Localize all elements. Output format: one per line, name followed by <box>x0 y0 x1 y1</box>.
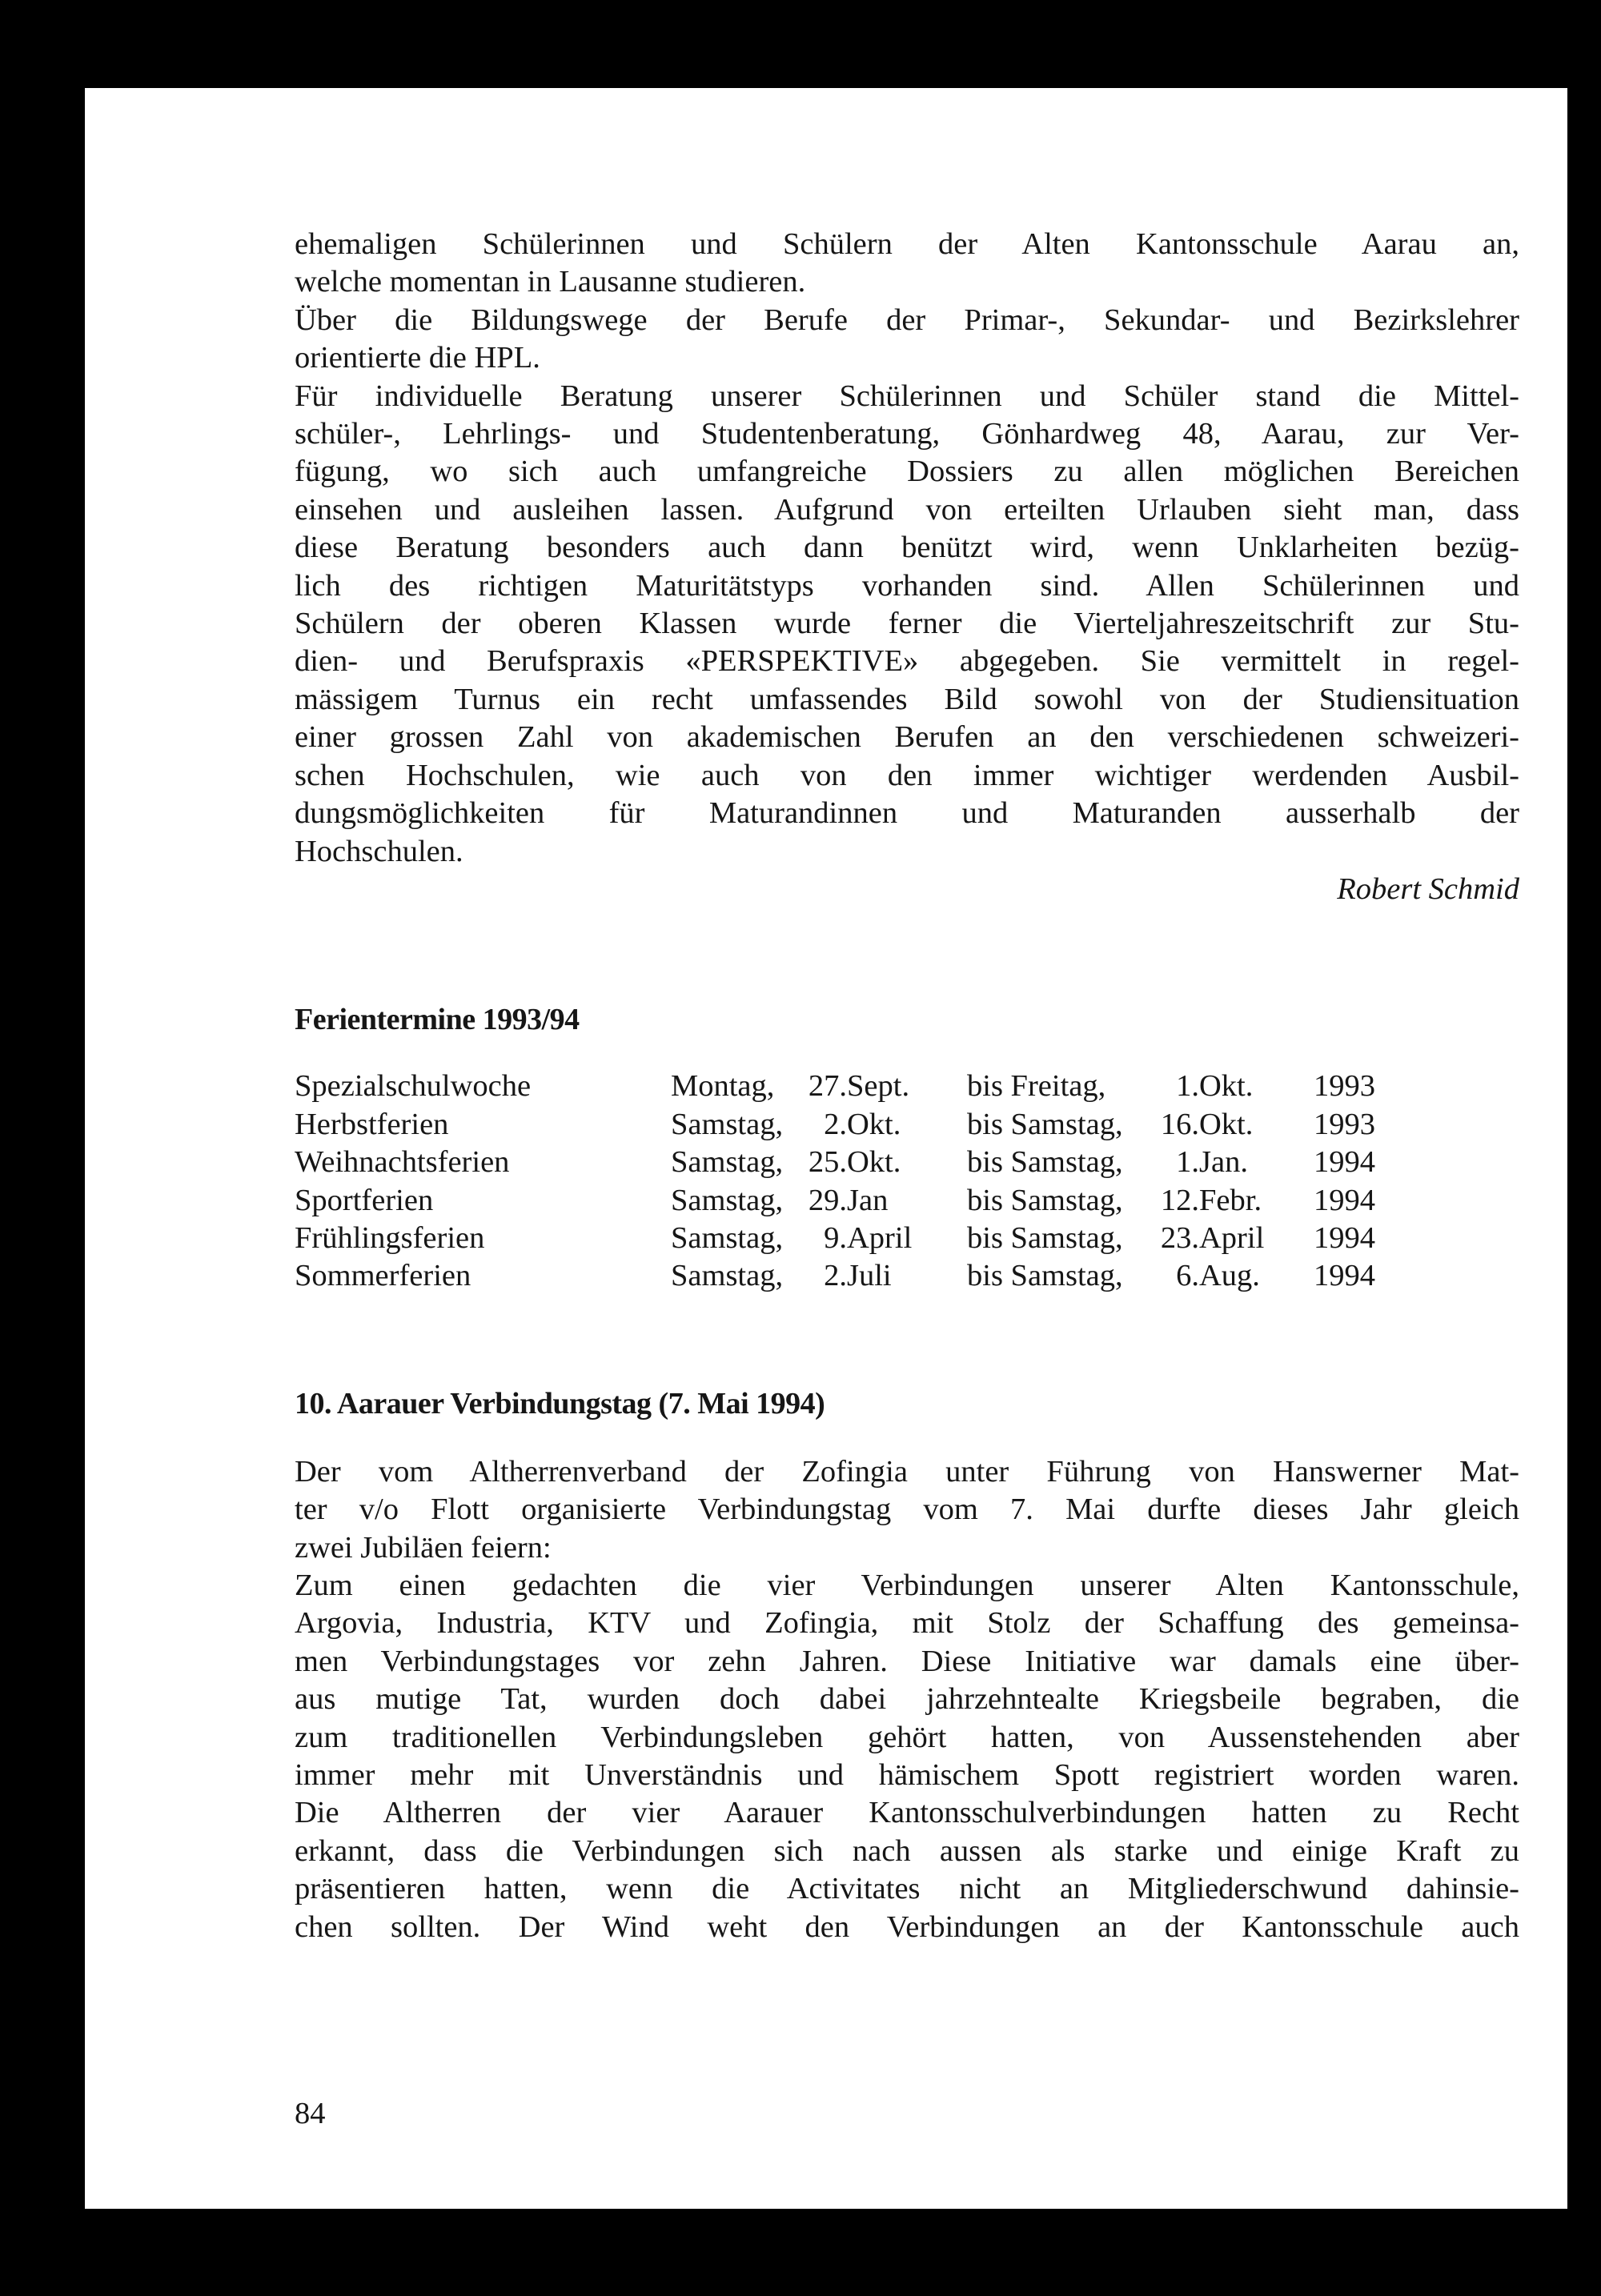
end-day: 12. <box>1160 1183 1199 1217</box>
start-month: Juli <box>847 1259 892 1293</box>
text-line: orientierte die HPL. <box>295 341 540 375</box>
end-weekday: bis Samstag, <box>967 1183 1123 1217</box>
start-month: Sept. <box>847 1069 910 1104</box>
holiday-name: Weihnachtsferien <box>295 1145 510 1180</box>
start-month: Jan <box>847 1183 889 1217</box>
end-day: 16. <box>1160 1107 1199 1141</box>
start-weekday: Samstag, <box>671 1220 784 1255</box>
end-month: Okt. <box>1199 1107 1254 1141</box>
year: 1994 <box>1314 1145 1375 1180</box>
table-row <box>295 1257 1375 1295</box>
text-line: aus mutige Tat, wurden doch dabei jahrzehntealte Kriegsbeile begraben, die <box>295 1682 1519 1717</box>
text-line: Argovia, Industria, KTV und Zofingia, mit Stolz der Schaffung des gemeinsa- <box>295 1606 1519 1641</box>
start-weekday: Samstag, <box>671 1259 784 1293</box>
end-month: April <box>1199 1220 1265 1255</box>
table-row <box>295 1106 1375 1144</box>
text-line: zum traditionellen Verbindungsleben gehört hatten, von Aussenstehenden aber <box>295 1720 1519 1754</box>
holiday-name: Sommerferien <box>295 1259 471 1293</box>
document-page <box>85 88 1567 2209</box>
year: 1994 <box>1314 1183 1375 1217</box>
end-weekday: bis Samstag, <box>967 1145 1123 1180</box>
verbindungstag-paragraph <box>295 1453 1519 1946</box>
text-line: diese Beratung besonders auch dann benützt wird, wenn Unklarheiten bezüg- <box>295 531 1519 565</box>
end-month: Aug. <box>1199 1259 1260 1293</box>
text-line: erkannt, dass die Verbindungen sich nach aussen als starke und einige Kraft zu <box>295 1833 1519 1868</box>
text-line: dungsmöglichkeiten für Maturandinnen und Maturanden ausserhalb der <box>295 796 1519 831</box>
start-day: 29. <box>808 1183 847 1217</box>
start-day: 2. <box>824 1259 847 1293</box>
text-line: lich des richtigen Maturitätstyps vorhanden sind. Allen Schülerinnen und <box>295 568 1519 603</box>
year: 1993 <box>1314 1107 1375 1141</box>
text-line: Die Altherren der vier Aarauer Kantonsschulverbindungen hatten zu Recht <box>295 1796 1519 1830</box>
end-day: 6. <box>1176 1259 1199 1293</box>
text-line: Über die Bildungswege der Berufe der Primar-, Sekundar- und Bezirkslehrer <box>295 303 1519 337</box>
author-signature: Robert Schmid <box>1337 872 1519 906</box>
table-row <box>295 1182 1375 1220</box>
year: 1993 <box>1314 1069 1375 1104</box>
start-weekday: Samstag, <box>671 1145 784 1180</box>
table-row <box>295 1068 1375 1105</box>
text-line: chen sollten. Der Wind weht den Verbindungen an der Kantonsschule auch <box>295 1909 1519 1944</box>
end-day: 23. <box>1160 1220 1199 1255</box>
end-weekday: bis Freitag, <box>967 1069 1106 1104</box>
text-line: mässigem Turnus ein recht umfassendes Bild sowohl von der Studiensituation <box>295 682 1519 716</box>
text-line: zwei Jubiläen feiern: <box>295 1530 552 1565</box>
table-row <box>295 1220 1375 1257</box>
start-weekday: Montag, <box>671 1069 775 1104</box>
text-line: men Verbindungstages vor zehn Jahren. Diese Initiative war damals eine über- <box>295 1644 1519 1678</box>
holiday-name: Sportferien <box>295 1183 434 1217</box>
holiday-name: Spezialschulwoche <box>295 1069 532 1104</box>
text-line: ehemaligen Schülerinnen und Schülern der Alten Kantonsschule Aarau an, <box>295 227 1519 261</box>
text-line: fügung, wo sich auch umfangreiche Dossiers zu allen möglichen Bereichen <box>295 455 1519 489</box>
text-line: Der vom Altherrenverband der Zofingia unter Führung von Hanswerner Mat- <box>295 1454 1519 1489</box>
start-day: 25. <box>808 1145 847 1180</box>
table-row <box>295 1144 1375 1181</box>
verbindungstag-heading: 10. Aarauer Verbindungstag (7. Mai 1994) <box>295 1386 825 1420</box>
text-line: welche momentan in Lausanne studieren. <box>295 265 806 299</box>
end-month: Febr. <box>1199 1183 1262 1217</box>
end-day: 1. <box>1176 1069 1199 1104</box>
text-line: Hochschulen. <box>295 834 463 868</box>
text-line: dien- und Berufspraxis «PERSPEKTIVE» abgegeben. Sie vermittelt in regel- <box>295 644 1519 679</box>
start-weekday: Samstag, <box>671 1183 784 1217</box>
start-weekday: Samstag, <box>671 1107 784 1141</box>
end-weekday: bis Samstag, <box>967 1107 1123 1141</box>
text-line: immer mehr mit Unverständnis und hämischem Spott registriert worden waren. <box>295 1758 1519 1792</box>
start-day: 2. <box>824 1107 847 1141</box>
text-line: Für individuelle Beratung unserer Schülerinnen und Schüler stand die Mittel- <box>295 379 1519 413</box>
start-day: 9. <box>824 1220 847 1255</box>
text-line: Zum einen gedachten die vier Verbindungen unserer Alten Kantonsschule, <box>295 1568 1519 1602</box>
text-line: präsentieren hatten, wenn die Activitates nicht an Mitgliederschwund dahinsie- <box>295 1872 1519 1906</box>
page-number: 84 <box>295 2097 326 2130</box>
holiday-name: Frühlingsferien <box>295 1220 485 1255</box>
end-weekday: bis Samstag, <box>967 1220 1123 1255</box>
year: 1994 <box>1314 1259 1375 1293</box>
text-line: einsehen und ausleihen lassen. Aufgrund von erteilten Urlauben sieht man, dass <box>295 492 1519 527</box>
text-line: schüler-, Lehrlings- und Studentenberatung, Gönhardweg 48, Aarau, zur Ver- <box>295 417 1519 451</box>
text-line: ter v/o Flott organisierte Verbindungstag vom 7. Mai durfte dieses Jahr gleich <box>295 1493 1519 1527</box>
text-line: Schülern der oberen Klassen wurde ferner die Vierteljahreszeitschrift zur Stu- <box>295 607 1519 641</box>
end-month: Jan. <box>1199 1145 1248 1180</box>
start-month: April <box>847 1220 913 1255</box>
year: 1994 <box>1314 1220 1375 1255</box>
holiday-dates-table <box>295 1068 1375 1295</box>
text-line: einer grossen Zahl von akademischen Berufen an den verschiedenen schweizeri- <box>295 720 1519 755</box>
counseling-paragraph <box>295 226 1519 871</box>
start-day: 27. <box>808 1069 847 1104</box>
text-line: schen Hochschulen, wie auch von den immer wichtiger werdenden Ausbil- <box>295 758 1519 792</box>
end-day: 1. <box>1176 1145 1199 1180</box>
page-content <box>295 226 1519 1946</box>
start-month: Okt. <box>847 1107 901 1141</box>
start-month: Okt. <box>847 1145 901 1180</box>
end-weekday: bis Samstag, <box>967 1259 1123 1293</box>
holiday-name: Herbstferien <box>295 1107 449 1141</box>
end-month: Okt. <box>1199 1069 1254 1104</box>
ferientermine-heading: Ferientermine 1993/94 <box>295 1003 580 1037</box>
